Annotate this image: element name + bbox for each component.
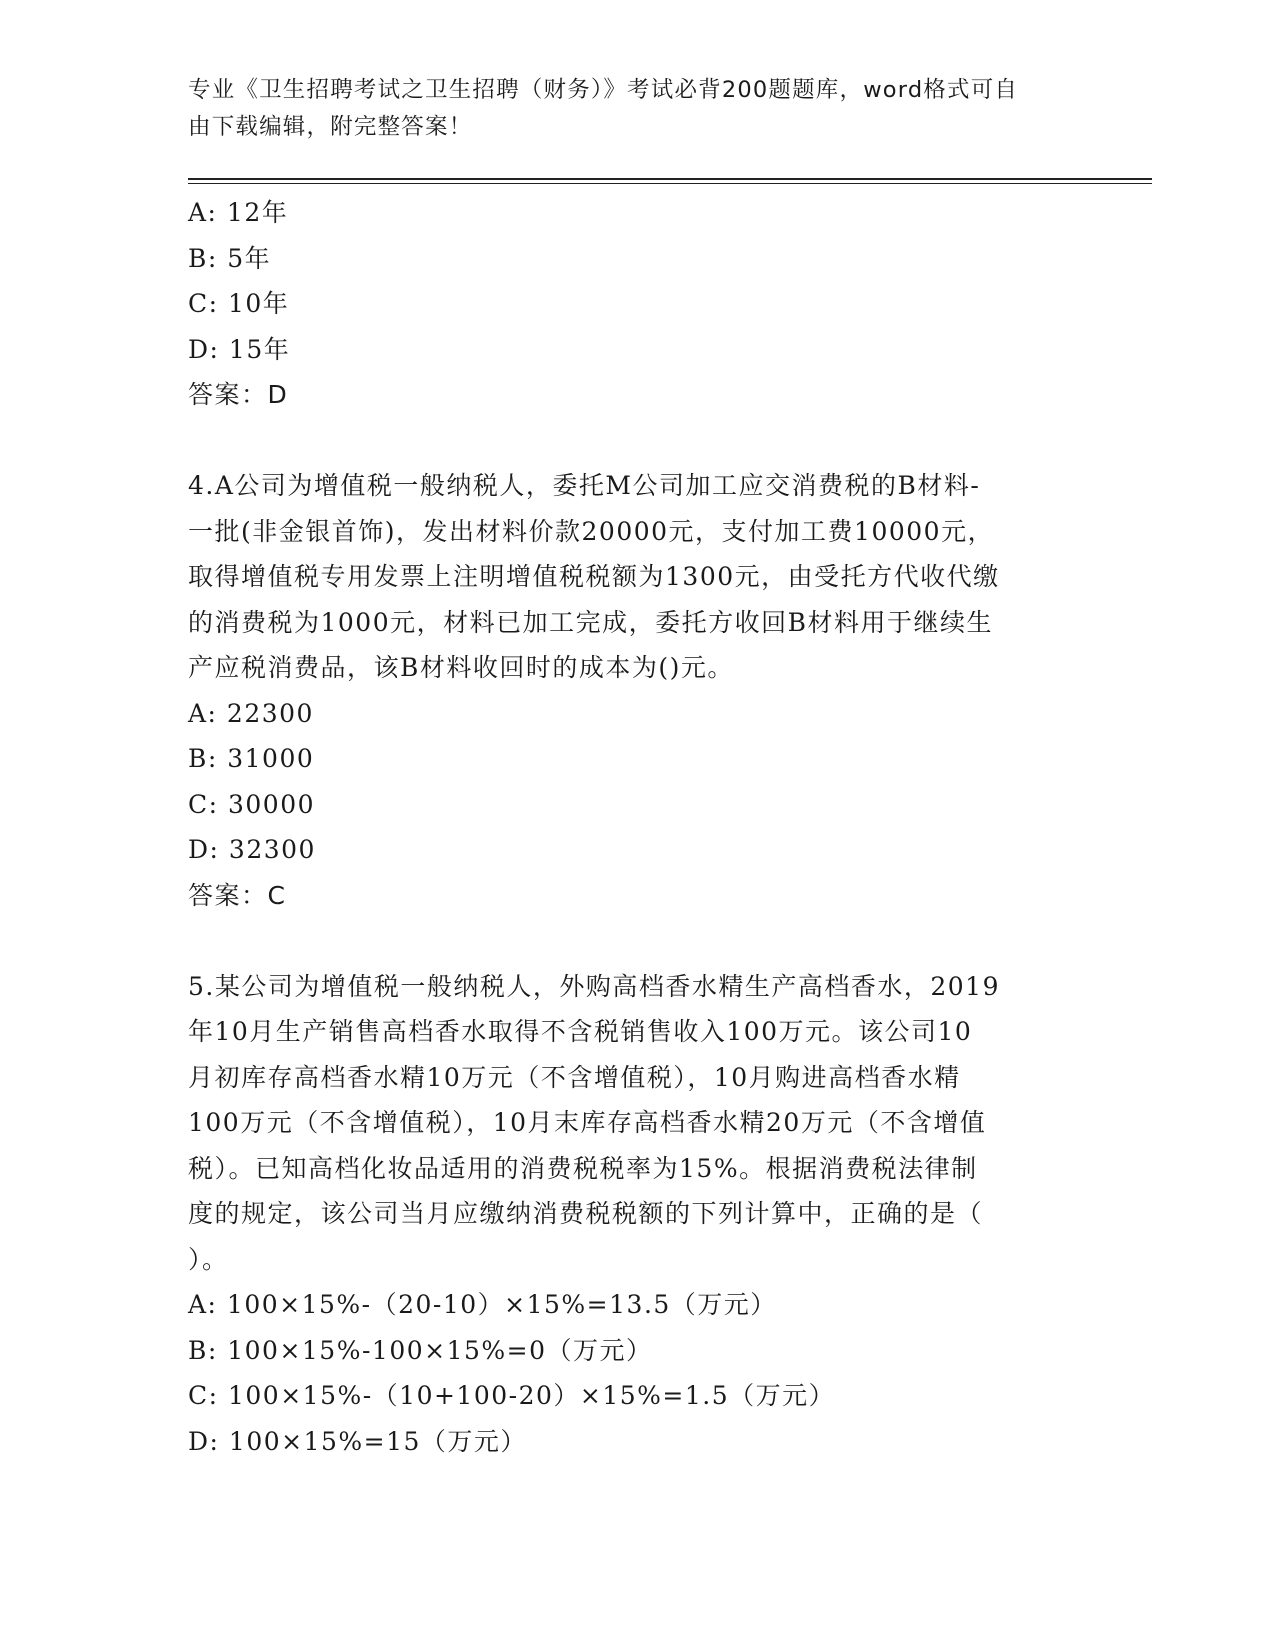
question-5-text-line: 5.某公司为增值税一般纳税人，外购高档香水精生产高档香水，2019 — [188, 971, 1000, 1001]
question-5-text-line: 税）。已知高档化妆品适用的消费税税率为15%。根据消费税法律制 — [188, 1153, 978, 1183]
header-line-1: 专业《卫生招聘考试之卫生招聘（财务）》考试必背200题题库，word格式可自 — [188, 77, 1019, 103]
question-4-text-line: 一批(非金银首饰)，发出材料价款20000元，支付加工费10000元， — [188, 516, 995, 546]
header-rule-thin — [188, 183, 1152, 184]
option-a: A: 12年 — [188, 198, 289, 227]
question-5-text-line: 月初库存高档香水精10万元（不含增值税），10月购进高档香水精 — [188, 1062, 961, 1092]
question-3-options — [188, 190, 1078, 372]
question-5-text-line: 年10月生产销售高档香水取得不含税销售收入100万元。该公司10 — [188, 1017, 973, 1046]
question-5 — [188, 964, 1078, 1465]
option-c: C: 30000 — [188, 789, 316, 819]
question-5-text-line: 100万元（不含增值税），10月末库存高档香水精20万元（不含增值 — [188, 1108, 987, 1137]
question-4-text-line: 取得增值税专用发票上注明增值税税额为1300元，由受托方代收代缴 — [188, 562, 1000, 591]
document-header — [188, 72, 1078, 146]
option-a: A: 100×15%-（20-10）×15%=13.5（万元） — [188, 1290, 777, 1319]
option-c: C: 100×15%-（10+100-20）×15%=1.5（万元） — [188, 1381, 836, 1410]
header-line-2: 由下载编辑，附完整答案！ — [188, 114, 473, 140]
option-c: C: 10年 — [188, 289, 290, 318]
option-a: A: 22300 — [188, 698, 314, 728]
question-content — [188, 190, 1078, 1464]
question-4-text-line: 产应税消费品，该B材料收回时的成本为()元。 — [188, 653, 734, 682]
question-3-answer: 答案：D — [188, 380, 289, 409]
header-rule-thick — [188, 178, 1152, 180]
option-d: D: 32300 — [188, 835, 316, 864]
option-b: B: 100×15%-100×15%=0（万元） — [188, 1335, 653, 1365]
question-4-text-line: 的消费税为1000元，材料已加工完成，委托方收回B材料用于继续生 — [188, 607, 993, 637]
question-5-text-line: ）。 — [188, 1244, 229, 1274]
option-d: D: 15年 — [188, 334, 291, 364]
option-d: D: 100×15%=15（万元） — [188, 1426, 527, 1456]
question-4 — [188, 463, 1078, 918]
option-b: B: 31000 — [188, 744, 315, 773]
question-5-text-line: 度的规定，该公司当月应缴纳消费税税额的下列计算中，正确的是（ — [188, 1199, 984, 1228]
question-4-text-line: 4.A公司为增值税一般纳税人，委托M公司加工应交消费税的B材料- — [188, 471, 981, 500]
question-4-answer: 答案：C — [188, 880, 287, 910]
option-b: B: 5年 — [188, 243, 272, 273]
